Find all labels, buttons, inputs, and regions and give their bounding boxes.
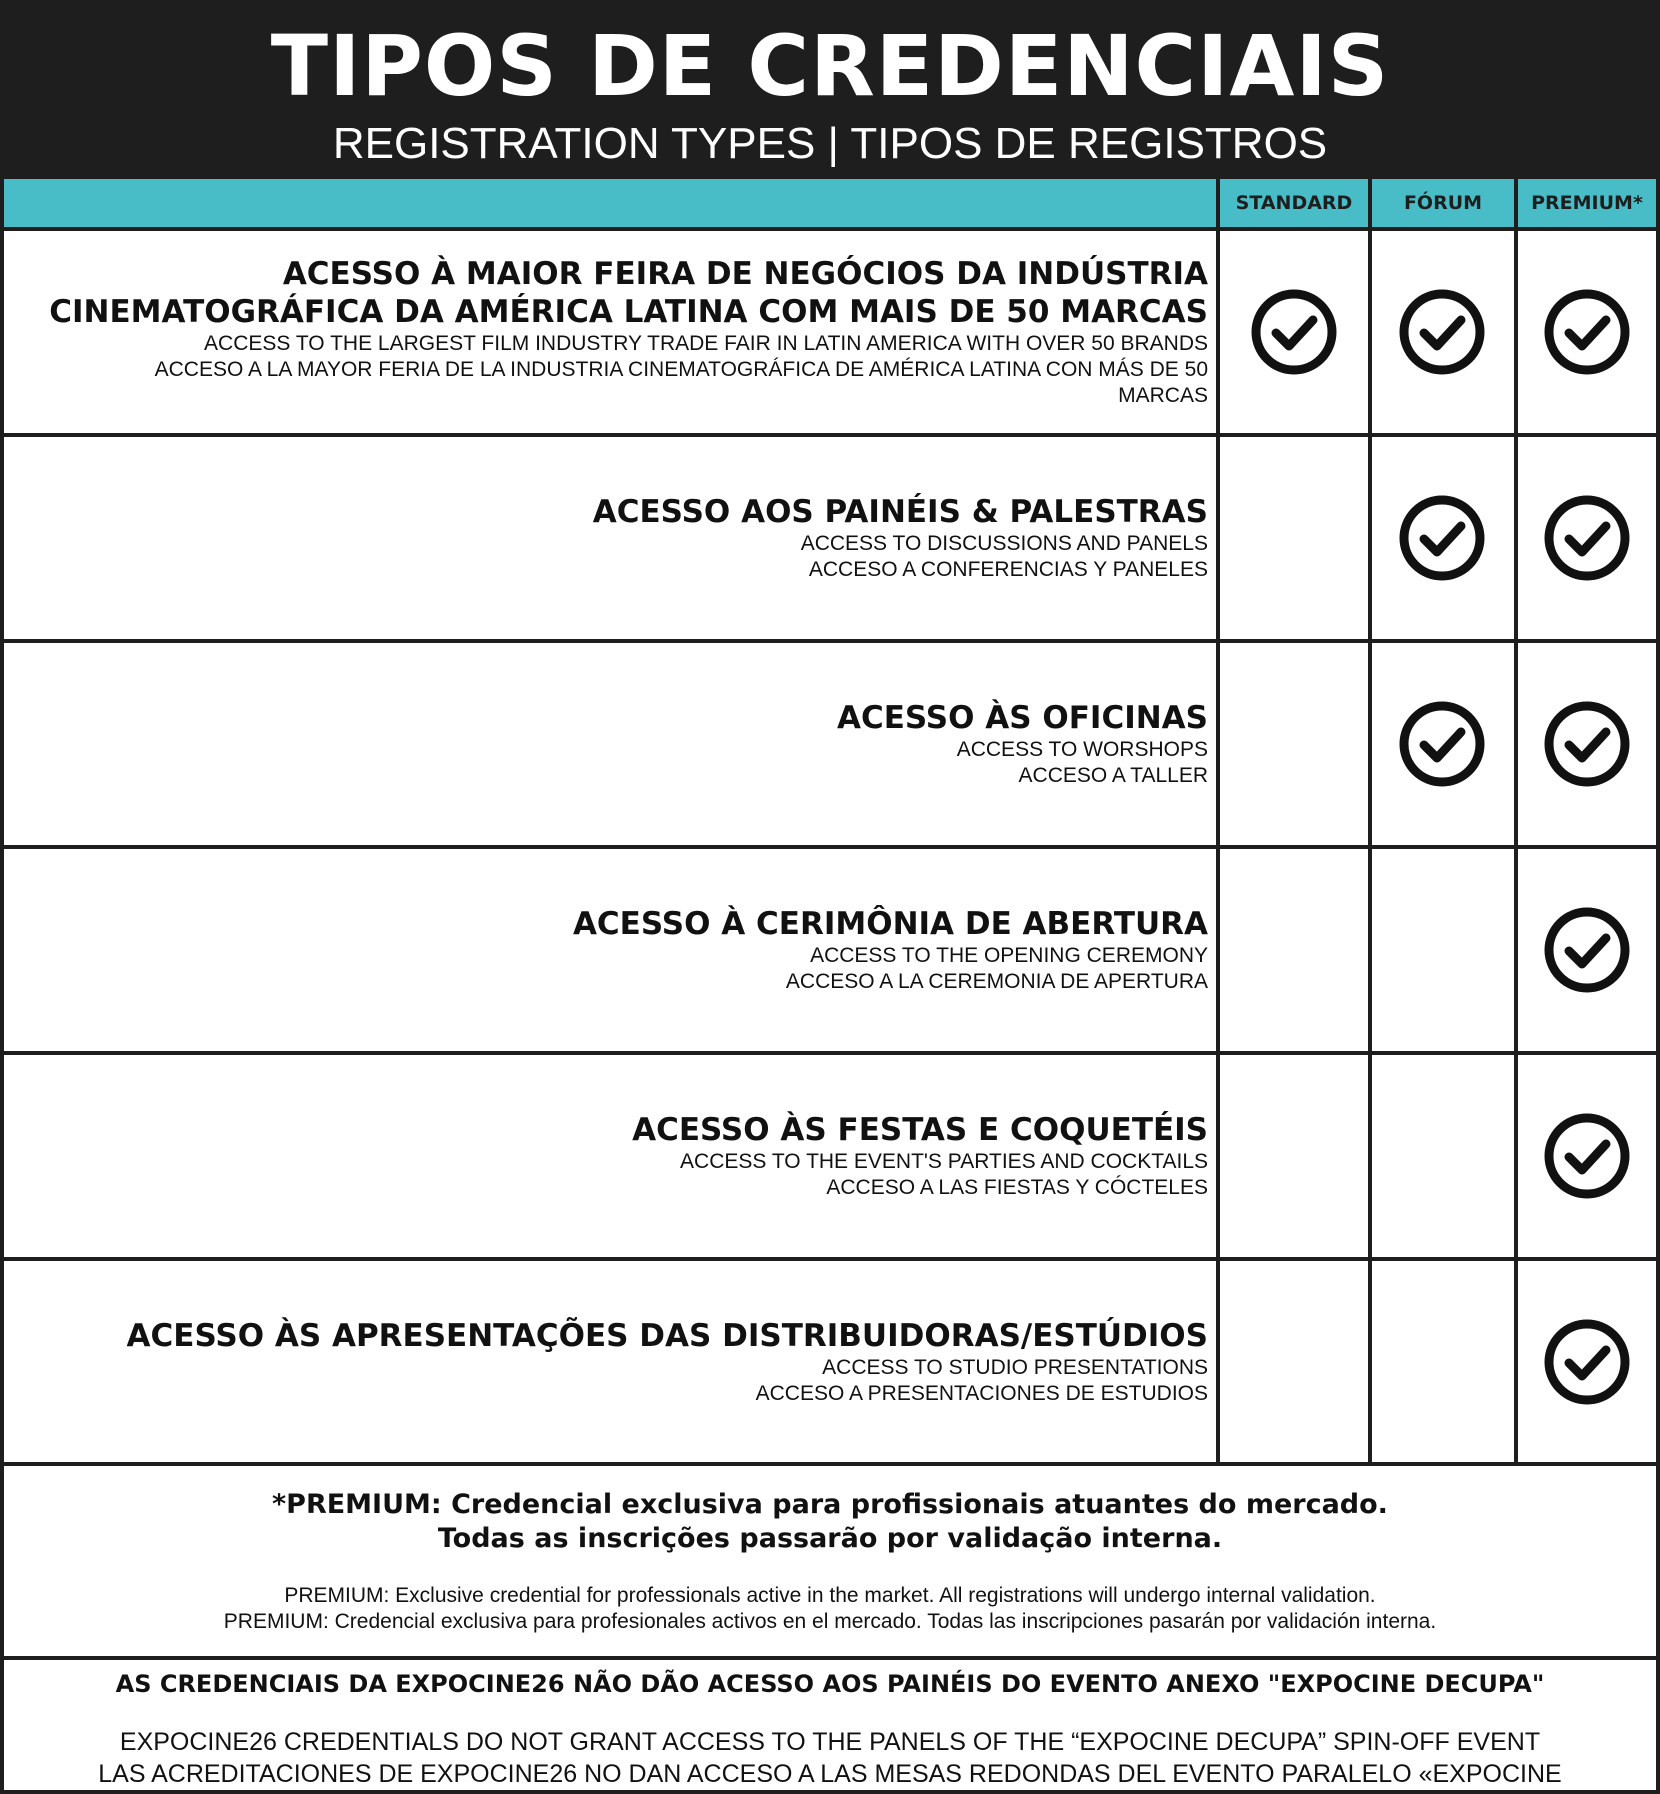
decupa-note-bold: AS CREDENCIAIS DA EXPOCINE26 NÃO DÃO ACESSO AOS PAINÉIS DO EVENTO ANEXO "EXPOCINE DECUPA" (115, 1670, 1545, 1698)
check-circle-icon (1543, 1318, 1631, 1406)
table-row (4, 231, 1656, 437)
check-circle-icon (1398, 700, 1486, 788)
table-row (4, 643, 1656, 849)
row-subtitle-line: ACCESO A PRESENTACIONES DE ESTUDIOS (755, 1382, 1208, 1405)
row-subtitle-line: ACCESO A LA MAYOR FERIA DE LA INDUSTRIA CINEMATOGRÁFICA DE AMÉRICA LATINA CON MÁS DE 50 (154, 358, 1208, 381)
row-title-line: ACESSO ÀS APRESENTAÇÕES DAS DISTRIBUIDORAS/ESTÚDIOS (126, 1318, 1208, 1354)
check-circle-icon (1543, 700, 1631, 788)
column-divider (1514, 179, 1518, 1466)
row-description (18, 255, 1208, 409)
row-subtitle-line: ACCESO A LAS FIESTAS Y CÓCTELES (826, 1176, 1208, 1199)
check-circle-icon (1543, 906, 1631, 994)
premium-note-bold-line: *PREMIUM: Credencial exclusiva para profissionais atuantes do mercado. (272, 1489, 1388, 1520)
premium-note-bold-line: Todas as inscrições passarão por validação interna. (437, 1523, 1223, 1554)
column-header-premium: PREMIUM* (1531, 192, 1643, 214)
row-title-line: ACESSO AOS PAINÉIS & PALESTRAS (592, 494, 1208, 530)
column-header-forum: FÓRUM (1403, 192, 1483, 214)
table-row (4, 1261, 1656, 1467)
row-description (18, 1317, 1208, 1407)
row-subtitle-line: ACCESS TO DISCUSSIONS AND PANELS (800, 532, 1208, 555)
row-title-line: ACESSO ÀS OFICINAS (836, 700, 1208, 736)
page-title: TIPOS DE CREDENCIAIS (270, 17, 1390, 115)
column-divider (1216, 179, 1220, 1466)
check-circle-icon (1543, 1112, 1631, 1200)
row-subtitle-line: ACCESS TO STUDIO PRESENTATIONS (822, 1356, 1208, 1379)
row-description (18, 699, 1208, 789)
row-subtitle-line: ACCESO A CONFERENCIAS Y PANELES (808, 558, 1208, 581)
check-circle-icon (1543, 494, 1631, 582)
page-header (4, 4, 1656, 179)
premium-note (4, 1466, 1656, 1656)
decupa-note-line: EXPOCINE26 CREDENTIALS DO NOT GRANT ACCESS TO THE PANELS OF THE “EXPOCINE DECUPA” SPIN-OFF EVENT (119, 1728, 1541, 1756)
row-description (18, 493, 1208, 583)
row-subtitle-line: ACCESS TO THE OPENING CEREMONY (810, 944, 1208, 967)
column-header-standard: STANDARD (1235, 192, 1353, 214)
column-divider (1368, 179, 1372, 1466)
row-title-line: ACESSO À CERIMÔNIA DE ABERTURA (572, 906, 1208, 942)
row-subtitle-line: MARCAS (1118, 384, 1208, 407)
row-subtitle-line: ACCESS TO THE LARGEST FILM INDUSTRY TRADE FAIR IN LATIN AMERICA WITH OVER 50 BRANDS (204, 332, 1208, 355)
premium-note-line: PREMIUM: Credencial exclusiva para profesionales activos en el mercado. Todas las inscripciones pasarán por validación interna. (223, 1610, 1437, 1633)
table-row (4, 437, 1656, 643)
row-subtitle-line: ACCESO A LA CEREMONIA DE APERTURA (785, 970, 1208, 993)
row-subtitle-line: ACCESO A TALLER (1018, 764, 1208, 787)
row-subtitle-line: ACCESS TO WORSHOPS (956, 738, 1208, 761)
row-description (18, 1111, 1208, 1201)
decupa-note (4, 1660, 1656, 1794)
row-description (18, 905, 1208, 995)
row-title-line: CINEMATOGRÁFICA DA AMÉRICA LATINA COM MAIS DE 50 MARCAS (49, 294, 1208, 330)
row-title-line: ACESSO ÀS FESTAS E COQUETÉIS (632, 1112, 1208, 1148)
table-row (4, 849, 1656, 1055)
check-circle-icon (1398, 494, 1486, 582)
check-circle-icon (1398, 288, 1486, 376)
column-header-bar (4, 179, 1656, 231)
decupa-note-line: LAS ACREDITACIONES DE EXPOCINE26 NO DAN ACCESO A LAS MESAS REDONDAS DEL EVENTO PARALELO «EXPOCINE (98, 1760, 1562, 1788)
check-circle-icon (1543, 288, 1631, 376)
table-row (4, 1055, 1656, 1261)
page-subtitle: REGISTRATION TYPES | TIPOS DE REGISTROS (332, 119, 1328, 168)
row-title-line: ACESSO À MAIOR FEIRA DE NEGÓCIOS DA INDÚSTRIA (282, 256, 1208, 292)
row-subtitle-line: ACCESS TO THE EVENT'S PARTIES AND COCKTAILS (680, 1150, 1208, 1173)
premium-note-line: PREMIUM: Exclusive credential for professionals active in the market. All registrations will undergo internal validation. (284, 1584, 1376, 1607)
check-circle-icon (1250, 288, 1338, 376)
